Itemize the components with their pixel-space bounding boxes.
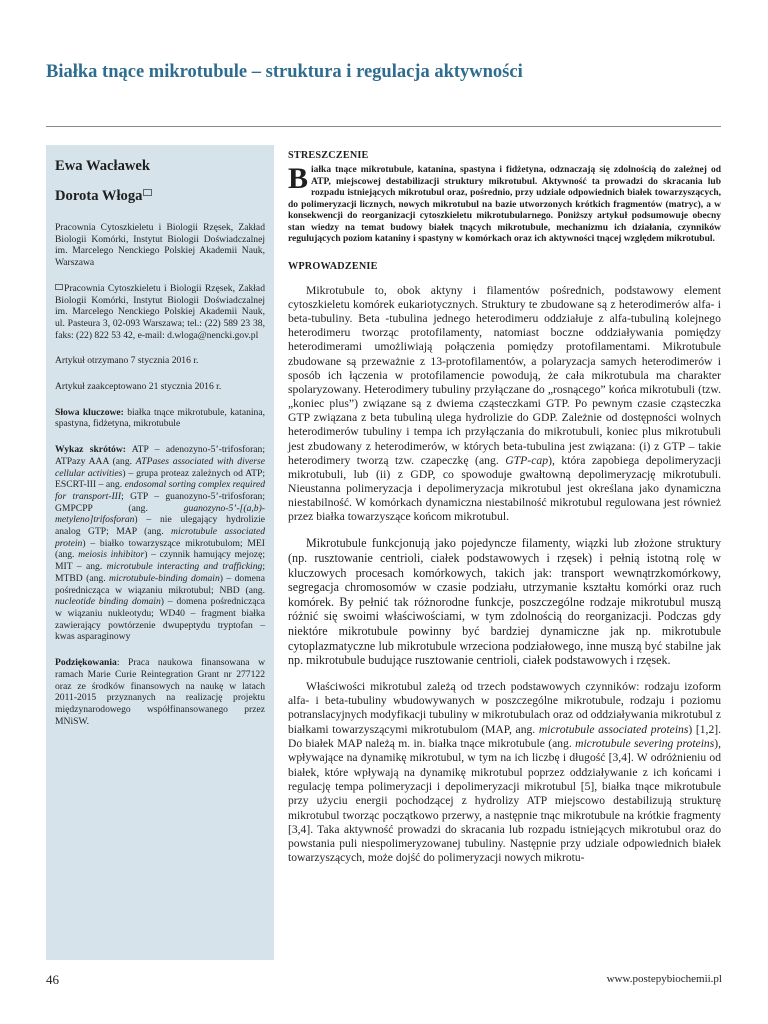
p3-term-2: microtubule severing proteins [575, 737, 715, 751]
abbreviations [55, 444, 265, 643]
page-number: 46 [46, 972, 59, 987]
main-column [288, 149, 721, 866]
author-name-1: Ewa Wacławek [55, 158, 151, 174]
affiliation-2 [55, 283, 265, 342]
p3-text-c: ), wpływające na dynamikę mikrotubul, w tym na ich liczbę i długość [3,4]. W odróżnieniu od białek, które wpływają na dynamikę mikrotubul poprzez oddziaływanie z ich końcami i regulację tempa polimeryzacji i depolimeryzacji mikrotubul [5], białka tnące mikrotubule przy użyciu energii pochodzącej z hydrolizy ATP miejscowo destabilizują strukturę mikrotubul tworząc początkowo przerwy, a następnie tnąc mikrotubule na krótkie fragmenty [3,4]. Taka aktywność prowadzi do skracania lub rozpadu istniejących mikrotubul oraz do powstania puli niespolimeryzowanej tubuliny. Następnie przy udziale odpowiednich białek towarzyszących, może dojść do polimeryzacji nowych mikrotu- [288, 737, 721, 865]
author-sidebar [46, 145, 274, 960]
abbrev-text: ATP – adenozyno-5’-trifosforan; ATPazy AAA (ang. [55, 444, 266, 467]
p1-text-b: ), która zapobiega depolimeryzacji mikrotubuli, lub (ii) z GDP, co spowoduje gwałtowną depolimeryzację mikrotubuli. Nieustanna polimeryzacja i depolimeryzacja mikrotubul jest określana jako dynamiczna niestabilność. W komórkach dynamiczna niestabilność mikrotubul regulowana jest również przez białka towarzyszące końcom mikrotubul. [288, 453, 721, 524]
author-name-2 [55, 187, 265, 205]
abbrev-term: endosomal sorting complex required for transport-III [55, 479, 266, 502]
received-date: Artykuł otrzymano 7 stycznia 2016 r. [55, 355, 199, 367]
journal-url[interactable]: www.postepybiochemii.pl [606, 973, 722, 985]
abbrev-term: microtubule associated protein [55, 526, 266, 549]
abstract-dropcap: B [288, 162, 309, 195]
abbrev-term: meiosis inhibitor [78, 549, 145, 561]
title-divider [46, 126, 721, 127]
abbrev-text: ) – białko towarzyszące mikrotubulom; MEI (ang. [55, 537, 265, 561]
abbrev-text: ) – grupa proteaz zależnych od ATP; ESCRT-III – ang. [55, 467, 265, 491]
abstract-heading: STRESZCZENIE [288, 150, 369, 161]
acknowledgements [55, 657, 265, 727]
intro-paragraph-3 [288, 680, 721, 866]
abbrev-term: guanozyno-5’-[(a,b)-metyleno]trifosforan [55, 502, 265, 526]
intro-heading: WPROWADZENIE [288, 260, 378, 272]
p3-term-1: microtubule associated proteins [538, 722, 689, 736]
abbrev-term: microtubule-binding domain [109, 572, 220, 584]
envelope-icon [143, 189, 152, 196]
abbrev-term: ATPases associated with diverse cellular activities [55, 455, 265, 479]
acknowledgements-label: Podziękowania [55, 657, 117, 669]
abbrev-text: ; GTP – guanozyno-5’-trifosforan; GMPCPP (ang. [55, 490, 266, 514]
abbrev-term: nucleotide binding domain [55, 596, 161, 608]
abstract [288, 162, 721, 246]
abbrev-text: ) – nie ulegający hydrolizie analog GTP; MAP (ang. [55, 514, 265, 538]
abbrev-text: ; MTBD (ang. [55, 561, 265, 584]
abbrev-text: ) – domena pośrednicząca w wiązaniu mikrotubul; NBD (ang. [55, 572, 265, 596]
p3-text-b: ) [1,2]. Do białek MAP należą m. in. białka tnące mikrotubule (ang. [288, 722, 722, 751]
intro-paragraph-1 [288, 284, 721, 525]
p1-text-a: Mikrotubule to, obok aktyny i filamentów pośrednich, podstawowy element cytoszkieletu komórek eukariotycznych. Struktury te zbudowane są z heterodimerów alfa- i beta-tubuliny. Beta -tubulina jednego heterodimeru oddziałuje z alfa-tubuliną kolejnego heterodimeru tworząc protofilamenty, natomiast boczne oddziaływania pomiędzy heterodimerami umożliwiają połączenia pomiędzy protofilamentami. Mikrotubule zbudowane są przeważnie z 13-protofilamentów, a polaryzacja samych heterodimerów i sposób ich łączenia w protofilamencie powodują, że cała mikrotubula ma charakter spolaryzowany. Heterodimery tubuliny przyłączane do „rosnącego” końca mikrotubuli (tzw. „koniec plus”) związane są z dwiema cząsteczkami GTP. Po pewnym czasie cząsteczka GTP związana z beta tubuliną ulega hydrolizie do GDP. Zależnie od dostępności wolnych heterodimerów tubuliny i tempa ich przyłączania do mikrotubuli, koniec plus mikrotubuli jest zbudowany z heterodimerów, w których beta-tubulina jest związana: (i) z GTP – takie heterodimery tworzą tzw. czapeczkę (ang. [288, 283, 721, 467]
abbrev-text: ) – czynnik hamujący mejozę; MIT – ang. [55, 549, 265, 573]
keywords [55, 407, 265, 430]
acknowledgements-text: : Praca naukowa finansowana w ramach Marie Curie Reintegration Grant nr 277122 oraz ze środków finansowych na naukę w latach 2011-2015 przyznanych na realizację projektu międzynarodowego współfinansowanego przez MNiSW. [55, 657, 265, 727]
keywords-text: białka tnące mikrotubule, katanina, spastyna, fidżetyna, mikrotubule [55, 406, 266, 430]
affiliation-1: Pracownia Cytoszkieletu i Biologii Rzęsek, Zakład Biologii Komórki, Instytut Biologii Doświadczalnej im. Marcelego Nenckiego Polskiej Akademii Nauk, Warszawa [55, 222, 265, 269]
abbrev-text: ) – domena pośrednicząca w wiązaniu nukleotydu; WD40 – fragment białka zawierający powtórzenie dwupeptydu tryptofan – kwas asparaginowy [55, 596, 266, 643]
author-name-2-text: Dorota Włoga [55, 188, 143, 204]
abbreviations-label: Wykaz skrótów: [55, 444, 126, 456]
abbrev-term: microtubule interacting and trafficking [106, 561, 263, 573]
correspondence-envelope-icon [55, 284, 63, 290]
p3-text-a: Właściwości mikrotubul zależą od trzech podstawowych czynników: rodzaju izoform alfa- i beta-tubuliny wbudowywanych w poszczególne mikrotubule, rodzaju i poziomu potranslacyjnych modyfikacji tubuliny w mikrotubulach oraz od oddziaływania mikrotubul z białkami towarzyszącymi mikrotubulom (MAP, ang. [288, 679, 721, 736]
intro-paragraph-2: Mikrotubule funkcjonują jako pojedyncze filamenty, wiązki lub złożone struktury (np. rusztowanie centrioli, ciałek podstawowych i rzęsek) i pełnią istotną rolę w kluczowych procesach komórkowych, takich jak: transport wewnątrzkomórkowy, segregacja chromosomów w czasie podziału, utrzymanie kształtu komórki oraz ruch komórek. By pełnić tak różnorodne funkcje, poszczególne rodzaje mikrotubul muszą różnić się swoimi właściwościami, w tym zdolnością do reorganizacji. Podczas gdy niektóre mikrotubule powinny być bardziej dynamiczne jak np. mikrotubule cytoplazmatyczne lub mikrotubule wrzeciona podziałowego, inne muszą być stabilne jak np. mikrotubule budujące rusztowanie centrioli, ciałek podstawowych i rzęsek. [288, 536, 721, 668]
article-title: Białka tnące mikrotubule – struktura i regulacja aktywności [46, 62, 523, 82]
affiliation-2-text: Pracownia Cytoszkieletu i Biologii Rzęsek, Zakład Biologii Komórki, Instytut Biologii Doświadczalnej im. Marcelego Nenckiego Polskiej Akademii Nauk, ul. Pasteura 3, 02-093 Warszawa; tel.: (22) 589 23 38, faks: (22) 822 53 42, e-mail: d.wloga@nencki.gov.pl [55, 282, 265, 341]
accepted-date: Artykuł zaakceptowano 21 stycznia 2016 r. [55, 381, 222, 393]
p1-term: GTP-cap [505, 453, 549, 467]
keywords-label: Słowa kluczowe: [55, 406, 124, 418]
abstract-text: iałka tnące mikrotubule, katanina, spastyna i fidżetyna, odznaczają się zdolnością do zależnej od ATP, miejscowej destabilizacji struktury mikrotubul. Aktywność ta prowadzi do skracania lub rozpadu istniejących mikrotubul oraz, pośrednio, przy udziale odpowiednich białek towarzyszących, do polimeryzacji licznych, nowych mikrotubul na bazie utworzonych krótkich fragmentów (matryc), a w konsekwencji do reorganizacji cytoszkieletu mikrotubularnego. Poniższy artykuł podsumowuje obecny stan wiedzy na temat budowy białek tnących mikrotubule, mechanizmu ich działania, czynników regulujących poziom kataniny i spastyny w komórkach oraz ich aktywności tnącej względem mikrotubul. [288, 165, 721, 245]
